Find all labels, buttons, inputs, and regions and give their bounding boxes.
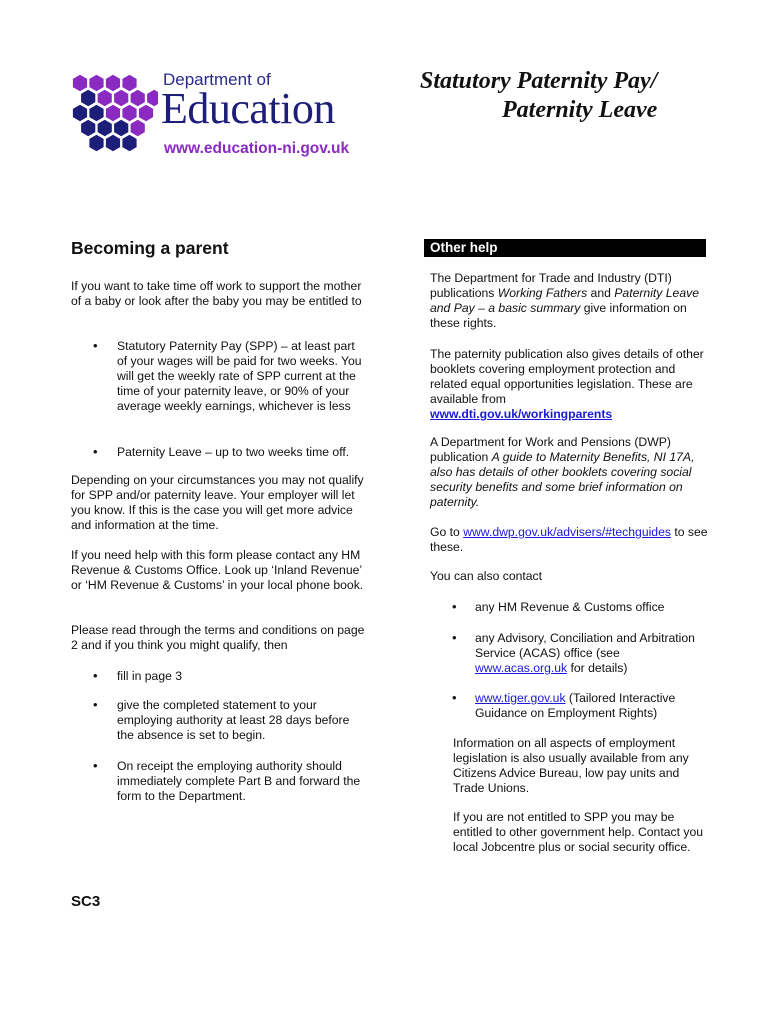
logo-hexagon [114, 120, 128, 136]
dwp-paragraph: A Department for Work and Pensions (DWP) publication A guide to Maternity Benefits, NI 17A, also has details of other booklets covering social security benefits and some brief information on paternity. [430, 435, 695, 509]
dti-paragraph: The Department for Trade and Industry (DTI) publications Working Fathers and Paternity Leave and Pay – a basic summary give information on these rights. [430, 271, 699, 330]
logo-education: Education [161, 84, 335, 133]
logo-hexagon [122, 75, 136, 91]
logo-hexagon [106, 75, 120, 91]
logo-department-of: Department of [163, 70, 271, 89]
bullet-icon: • [93, 668, 98, 683]
logo-hexagon [106, 105, 120, 121]
paternity-leave-bullet: Paternity Leave – up to two weeks time off. [117, 445, 350, 459]
bullet-icon: • [452, 630, 457, 645]
bullet-icon: • [452, 690, 457, 705]
circumstances-paragraph: Depending on your circumstances you may not qualify for SPP and/or paternity leave. Your employer will let you know. If this is the case you will get more advice and information at the time. [71, 473, 364, 532]
logo-hexagon [73, 75, 87, 91]
dwp-link[interactable]: www.dwp.gov.uk/advisers/#techguides [463, 525, 671, 539]
logo-hexagon [139, 105, 153, 121]
intro-paragraph: If you want to take time off work to support the mother of a baby or look after the baby you may be entitled to [71, 279, 362, 308]
logo-url: www.education-ni.gov.uk [164, 140, 350, 157]
give-statement-bullet: give the completed statement to your employing authority at least 28 days before the absence is set to begin. [117, 698, 350, 742]
employing-authority-bullet: On receipt the employing authority should immediately complete Part B and forward the form to the Department. [117, 759, 361, 803]
logo-hexagon [81, 120, 95, 136]
fill-page-bullet: fill in page 3 [117, 669, 183, 683]
education-logo-hexagons [70, 74, 158, 162]
bullet-icon: • [93, 338, 98, 353]
logo-hexagon [89, 105, 103, 121]
logo-hexagon [81, 90, 95, 106]
logo-hexagon [122, 135, 136, 151]
acas-link[interactable]: www.acas.org.uk [475, 661, 568, 675]
logo-hexagon [89, 135, 103, 151]
terms-paragraph: Please read through the terms and conditions on page 2 and if you think you might qualify, then [71, 623, 365, 652]
help-paragraph: If you need help with this form please contact any HM Revenue & Customs Office. Look up ‘Inland Revenue’ or ‘HM Revenue & Customs’ in your local phone book. [71, 548, 364, 592]
logo-hexagon [122, 105, 136, 121]
document-title-line1: Statutory Paternity Pay/ [420, 68, 658, 94]
also-contact-paragraph: You can also contact [430, 569, 543, 583]
spp-bullet: Statutory Paternity Pay (SPP) – at least part of your wages will be paid for two weeks. You will get the weekly rate of SPP current at the time of your paternity leave, or 90% of your average weekly earnings, whichever is less [117, 339, 362, 413]
tiger-link[interactable]: www.tiger.gov.uk [475, 691, 566, 705]
not-entitled-paragraph: If you are not entitled to SPP you may be entitled to other government help. Contact you local Jobcentre plus or social security office. [453, 810, 703, 854]
logo-hexagon [89, 75, 103, 91]
bullet-icon: • [93, 444, 98, 459]
acas-bullet: any Advisory, Conciliation and Arbitration Service (ACAS) office (see www.acas.org.uk for details) [475, 631, 695, 675]
bullet-icon: • [93, 758, 98, 773]
becoming-a-parent-heading: Becoming a parent [71, 238, 229, 258]
bullet-icon: • [452, 599, 457, 614]
go-to-paragraph: Go to www.dwp.gov.uk/advisers/#techguides to see these. [430, 525, 708, 554]
logo-hexagon [114, 90, 128, 106]
logo-hexagon [98, 90, 112, 106]
logo-hexagon [131, 90, 145, 106]
dti-link[interactable]: www.dti.gov.uk/workingparents [430, 407, 613, 421]
paternity-publication-paragraph: The paternity publication also gives details of other booklets covering employment protection and related equal opportunities legislation. These are available from www.dti.gov.uk/workingparents [430, 347, 704, 421]
logo-hexagon [73, 105, 87, 121]
other-help-heading-bar [424, 239, 706, 257]
information-paragraph: Information on all aspects of employment legislation is also usually available from any Citizens Advice Bureau, low pay units and Trade Unions. [453, 736, 689, 795]
hmrc-office-bullet: any HM Revenue & Customs office [475, 600, 665, 614]
bullet-icon: • [93, 697, 98, 712]
document-title-line2: Paternity Leave [502, 97, 658, 123]
logo-hexagon [106, 135, 120, 151]
other-help-heading: Other help [430, 240, 498, 255]
form-code: SC3 [71, 893, 101, 910]
tiger-bullet: www.tiger.gov.uk (Tailored Interactive Guidance on Employment Rights) [475, 691, 676, 720]
logo-hexagon [98, 120, 112, 136]
logo-hexagon [147, 90, 158, 106]
logo-hexagon [131, 120, 145, 136]
